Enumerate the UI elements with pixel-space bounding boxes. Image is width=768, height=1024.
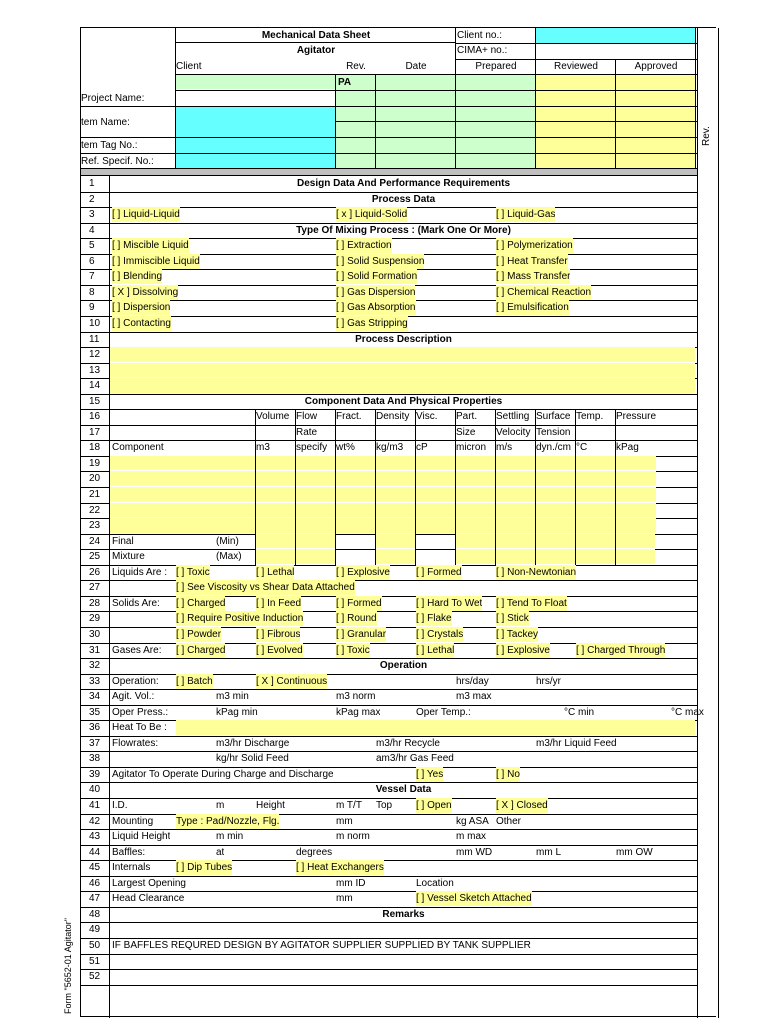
form-text: m <box>216 800 225 811</box>
checkbox-option[interactable]: [ ] Solid Formation <box>336 271 418 283</box>
row-number: 50 <box>89 939 101 951</box>
form-text: Liquid Height <box>112 831 171 843</box>
col-client: Client <box>176 61 202 72</box>
checkbox-option[interactable]: [ ] Gas Absorption <box>336 302 416 314</box>
form-text[interactable]: [ ] Tend To Float <box>496 597 567 609</box>
form-text[interactable]: [ ] Charged <box>176 597 226 609</box>
form-text: hrs/day <box>456 675 489 687</box>
form-text: kPag min <box>216 706 258 718</box>
row-number: 38 <box>89 753 101 765</box>
component-header: Pressure <box>616 411 657 423</box>
rev-side-label: Rev. <box>701 126 712 146</box>
row-number: 19 <box>89 457 101 469</box>
form-text: Flowrates: <box>112 737 159 749</box>
item-name-label: tem Name: <box>81 117 130 128</box>
form-text: Baffles: <box>112 846 146 858</box>
row-number: 6 <box>89 255 95 267</box>
form-text[interactable]: [ ] Dip Tubes <box>176 862 233 874</box>
row-number: 37 <box>89 737 101 749</box>
row-number: 29 <box>89 613 101 625</box>
row-number: 28 <box>89 597 101 609</box>
component-header: °C <box>576 442 588 454</box>
row-number: 27 <box>89 582 101 594</box>
row-number: 18 <box>89 442 101 454</box>
row-number: 49 <box>89 924 101 936</box>
input-field[interactable] <box>176 829 216 844</box>
form-text: Top <box>376 800 393 811</box>
row-number: 7 <box>89 271 95 283</box>
checkbox-option[interactable]: [ ] Miscible Liquid <box>112 240 189 252</box>
component-header: kg/m3 <box>376 442 404 454</box>
form-text: kPag max <box>336 706 381 718</box>
checkbox-option[interactable]: [ ] Polymerization <box>496 240 573 252</box>
mixture-field[interactable] <box>456 549 495 564</box>
checkbox-option[interactable]: [ ] Extraction <box>336 240 392 252</box>
checkbox-option[interactable]: [ ] Mass Transfer <box>496 271 571 283</box>
form-text[interactable]: [ ] Require Positive Induction <box>176 613 304 625</box>
row-number: 20 <box>89 473 101 485</box>
form-text: °C max <box>671 706 704 718</box>
row-number: 16 <box>89 411 101 423</box>
row-number: 1 <box>89 178 95 189</box>
row-number: 9 <box>89 302 95 314</box>
form-text: am3/hr Gas Feed <box>376 753 454 765</box>
checkbox-option[interactable]: [ ] Contacting <box>112 317 171 329</box>
form-text[interactable]: [ ] Lethal <box>256 566 295 578</box>
sheet-subtitle: Agitator <box>296 45 336 56</box>
data-sheet <box>80 27 716 1017</box>
row-number: 24 <box>89 535 101 547</box>
form-text[interactable]: [ ] Vessel Sketch Attached <box>416 893 532 905</box>
row-number: 15 <box>89 395 101 407</box>
form-text: m T/T <box>336 800 362 811</box>
form-text: Other <box>496 815 522 827</box>
cima-no-label: CIMA+ no.: <box>457 45 508 56</box>
form-text[interactable]: [ ] Open <box>416 800 452 811</box>
component-header: micron <box>456 442 487 454</box>
section-heading: Operation <box>379 660 428 672</box>
component-header: Rate <box>296 426 318 438</box>
form-text[interactable]: [ ] Charged Through <box>576 644 666 656</box>
component-header: Surface <box>536 411 571 423</box>
form-text: kg/hr Solid Feed <box>216 753 289 765</box>
client-cell[interactable] <box>176 75 336 89</box>
form-text[interactable]: [ ] In Feed <box>256 597 302 609</box>
form-text[interactable]: [ ] Yes <box>416 768 444 780</box>
component-header: wt% <box>336 442 355 454</box>
section-heading: Type Of Mixing Process : (Mark One Or More) <box>296 224 511 236</box>
row-number: 42 <box>89 815 101 827</box>
form-text: m norm <box>336 831 370 843</box>
mixture-field[interactable] <box>496 549 535 564</box>
form-text: mm L <box>536 846 561 858</box>
mixture-field[interactable] <box>616 534 655 549</box>
mixture-label: Mixture <box>112 551 145 563</box>
mixture-field[interactable] <box>536 534 575 549</box>
item-tag-label: tem Tag No.: <box>81 140 138 151</box>
row-number: 3 <box>89 209 95 221</box>
form-text: m3/hr Liquid Feed <box>536 737 617 749</box>
ref-specif-label: Ref. Specif. No.: <box>81 156 154 167</box>
description-field[interactable] <box>110 347 695 362</box>
form-text[interactable]: [ ] Powder <box>176 628 222 640</box>
row-number: 45 <box>89 862 101 874</box>
row-number: 13 <box>89 364 101 376</box>
component-header: m3 <box>256 442 270 454</box>
row-number: 26 <box>89 566 101 578</box>
mixture-field[interactable] <box>296 549 335 564</box>
checkbox-option[interactable]: [ ] Dispersion <box>112 302 171 314</box>
component-header: Size <box>456 426 476 438</box>
form-text[interactable]: [ ] Non-Newtonian <box>496 566 577 578</box>
row-number: 41 <box>89 800 101 811</box>
description-field[interactable] <box>110 363 695 378</box>
form-text[interactable]: [ ] Formed <box>336 597 382 609</box>
component-header: Flow <box>296 411 318 423</box>
row-number: 44 <box>89 846 101 858</box>
separator-bar <box>81 169 697 176</box>
col-reviewed: Reviewed <box>554 61 598 72</box>
form-text: Head Clearance <box>112 893 185 905</box>
rev-column <box>697 28 719 1018</box>
form-text[interactable]: [ ] Crystals <box>416 628 464 640</box>
checkbox-option[interactable]: [ ] Immiscible Liquid <box>112 255 200 267</box>
row-number: 31 <box>89 644 101 656</box>
checkbox-option[interactable]: [ ] Solid Suspension <box>336 255 425 267</box>
input-field[interactable] <box>296 876 336 891</box>
component-header: Temp. <box>576 411 604 423</box>
form-text: Solids Are: <box>112 597 160 609</box>
mixture-field[interactable] <box>296 534 335 549</box>
row-number: 23 <box>89 520 101 532</box>
col-rev: Rev. <box>346 61 366 72</box>
mixture-field[interactable] <box>376 534 415 549</box>
form-text[interactable]: [ ] No <box>496 768 520 780</box>
row-number: 36 <box>89 722 101 734</box>
row-number: 32 <box>89 660 101 672</box>
form-text: °C min <box>564 706 595 718</box>
form-text: mm <box>336 815 353 827</box>
checkbox-option[interactable]: [ ] Gas Stripping <box>336 317 408 329</box>
form-text: Location <box>416 877 454 889</box>
form-text: m3 min <box>216 691 249 703</box>
section-heading: Process Description <box>355 333 452 345</box>
form-text[interactable]: [ X ] Continuous <box>256 675 328 687</box>
checkbox-option[interactable]: [ ] Liquid-Liquid <box>112 209 180 221</box>
input-field[interactable] <box>176 736 216 751</box>
header <box>81 28 697 169</box>
input-field[interactable] <box>336 736 376 751</box>
row-number: 14 <box>89 380 101 392</box>
form-text[interactable]: [ ] Granular <box>336 628 387 640</box>
min-label: (Min) <box>216 535 239 547</box>
form-text: m3/hr Discharge <box>216 737 290 749</box>
row-number: 2 <box>89 193 95 205</box>
form-text: mm ID <box>336 877 366 889</box>
form-text: m min <box>216 831 244 843</box>
form-text: m3 norm <box>336 691 376 703</box>
component-header: Fract. <box>336 411 362 423</box>
mixture-field[interactable] <box>456 534 495 549</box>
checkbox-option[interactable]: [ ] Chemical Reaction <box>496 286 592 298</box>
form-text: Oper Temp.: <box>416 706 471 718</box>
form-text[interactable]: [ ] Toxic <box>336 644 370 656</box>
row-number: 10 <box>89 317 101 329</box>
section-heading: Vessel Data <box>375 784 432 796</box>
form-text: kg ASA <box>456 815 489 827</box>
mixture-field[interactable] <box>576 534 615 549</box>
form-text: Mounting <box>112 815 154 827</box>
mixture-field[interactable] <box>256 534 295 549</box>
component-header: Visc. <box>416 411 438 423</box>
row-number: 39 <box>89 768 101 780</box>
row-number: 22 <box>89 504 101 516</box>
input-field[interactable] <box>496 860 696 875</box>
component-header: Settling <box>496 411 530 423</box>
mixture-field[interactable] <box>536 549 575 564</box>
section-heading: Component Data And Physical Properties <box>304 395 503 407</box>
form-text[interactable]: [ ] Tackey <box>496 628 539 640</box>
max-label: (Max) <box>216 551 242 563</box>
form-label: Form "5652-01 Agitator" <box>63 918 73 1014</box>
row-number: 35 <box>89 706 101 718</box>
input-field[interactable] <box>376 814 456 829</box>
component-header: m/s <box>496 442 513 454</box>
checkbox-option[interactable]: [ ] Emulsification <box>496 302 569 314</box>
component-header: kPag <box>616 442 639 454</box>
section-heading: Remarks <box>382 908 425 920</box>
form-text: hrs/yr <box>536 675 561 687</box>
form-text[interactable]: Type : Pad/Nozzle, Flg. <box>176 815 280 827</box>
form-text[interactable]: [ ] Toxic <box>176 566 210 578</box>
form-text: mm WD <box>456 846 493 858</box>
form-text: m max <box>456 831 486 843</box>
row-number: 8 <box>89 286 95 298</box>
row-number: 43 <box>89 831 101 843</box>
form-text: at <box>216 846 225 858</box>
form-text[interactable]: [ ] Round <box>336 613 377 625</box>
form-text[interactable]: [ ] Stick <box>496 613 529 625</box>
form-text[interactable]: [ ] Lethal <box>416 644 455 656</box>
row-number: 30 <box>89 628 101 640</box>
form-text[interactable]: [ ] Evolved <box>256 644 303 656</box>
client-no-label: Client no.: <box>457 30 503 41</box>
checkbox-option[interactable]: [ ] Gas Dispersion <box>336 286 416 298</box>
form-text: Internals <box>112 862 151 874</box>
form-text[interactable]: [ ] Fibrous <box>256 628 301 640</box>
mixture-field[interactable] <box>376 549 415 564</box>
form-text[interactable]: [ ] Heat Exchangers <box>296 862 384 874</box>
form-text: mm OW <box>616 846 653 858</box>
row-number: 17 <box>89 426 101 438</box>
form-text: Gases Are: <box>112 644 162 656</box>
final-label: Final <box>112 535 134 547</box>
row-number: 52 <box>89 971 101 983</box>
component-header: Part. <box>456 411 478 423</box>
form-text[interactable]: [ ] Batch <box>176 675 213 687</box>
form-text[interactable]: [ ] See Viscosity vs Shear Data Attached <box>176 582 355 594</box>
component-header: Tension <box>536 426 571 438</box>
form-text: m3 max <box>456 691 492 703</box>
component-header: cP <box>416 442 428 454</box>
mixture-field[interactable] <box>256 549 295 564</box>
form-text: Oper Press.: <box>112 706 169 718</box>
form-text: m3/hr Recycle <box>376 737 440 749</box>
form-text[interactable]: [ X ] Closed <box>496 800 548 811</box>
col-approved: Approved <box>634 61 678 72</box>
row-number: 21 <box>89 489 101 500</box>
component-header: dyn./cm <box>536 442 572 454</box>
form-text: Agit. Vol.: <box>112 691 155 703</box>
mixture-field[interactable] <box>576 549 615 564</box>
form-text: degrees <box>296 846 333 858</box>
checkbox-option[interactable]: [ ] Heat Transfer <box>496 255 568 267</box>
form-text[interactable]: [ ] Formed <box>416 566 462 578</box>
form-text: Largest Opening <box>112 877 186 889</box>
component-header: Density <box>376 411 410 423</box>
section-heading: Design Data And Performance Requirements <box>296 178 511 189</box>
row-number: 51 <box>89 955 101 967</box>
form-text: I.D. <box>112 800 128 811</box>
input-field[interactable] <box>536 689 616 704</box>
checkbox-option[interactable]: [ ] Blending <box>112 271 163 283</box>
heat-field[interactable] <box>176 720 695 735</box>
component-header: Volume <box>256 411 290 423</box>
section-heading: Process Data <box>371 193 436 205</box>
form-text[interactable]: [ ] Charged <box>176 644 226 656</box>
input-field[interactable] <box>376 674 456 689</box>
form-text[interactable]: [ ] Explosive <box>496 644 550 656</box>
col-prepared: Prepared <box>475 61 517 72</box>
form-text: Height <box>256 800 285 811</box>
project-name-label: Project Name: <box>81 93 145 104</box>
form-text: Operation: <box>112 675 159 687</box>
row-number: 11 <box>89 333 100 345</box>
input-field[interactable] <box>576 829 616 844</box>
input-field[interactable] <box>496 829 536 844</box>
row-number: 25 <box>89 551 101 563</box>
client-no-field[interactable] <box>536 28 696 43</box>
mixture-field[interactable] <box>496 534 535 549</box>
form-text[interactable]: [ ] Flake <box>416 613 452 625</box>
remarks-text: IF BAFFLES REQURED DESIGN BY AGITATOR SUPPLIER SUPPLIED BY TANK SUPPLIER <box>112 939 531 951</box>
row-number: 5 <box>89 240 95 252</box>
row-number: 34 <box>89 691 101 703</box>
component-header: Velocity <box>496 426 531 438</box>
row-number: 4 <box>89 224 95 236</box>
description-field[interactable] <box>110 378 695 393</box>
row-number: 40 <box>89 784 101 796</box>
form-text: Agitator To Operate During Charge and Discharge <box>112 768 334 780</box>
form-text: Liquids Are : <box>112 566 168 578</box>
checkbox-option[interactable]: [ X ] Dissolving <box>112 286 179 298</box>
form-text[interactable]: [ ] Explosive <box>336 566 390 578</box>
component-header: specify <box>296 442 328 454</box>
checkbox-option[interactable]: [ ] Liquid-Gas <box>496 209 556 221</box>
mixture-field[interactable] <box>616 549 655 564</box>
form-body <box>81 176 704 1018</box>
rev-pa: PA <box>338 77 352 88</box>
row-number: 12 <box>89 349 101 361</box>
component-label: Component <box>112 442 164 454</box>
col-date: Date <box>405 61 427 72</box>
form-text: Heat To Be : <box>112 722 167 734</box>
row-number: 48 <box>89 908 101 920</box>
checkbox-option[interactable]: [ x ] Liquid-Solid <box>336 209 408 221</box>
form-text[interactable]: [ ] Hard To Wet <box>416 597 483 609</box>
row-number: 46 <box>89 877 101 889</box>
row-number: 47 <box>89 893 101 905</box>
row-number: 33 <box>89 675 101 687</box>
form-text: mm <box>336 893 353 905</box>
sheet-title: Mechanical Data Sheet <box>261 30 371 41</box>
